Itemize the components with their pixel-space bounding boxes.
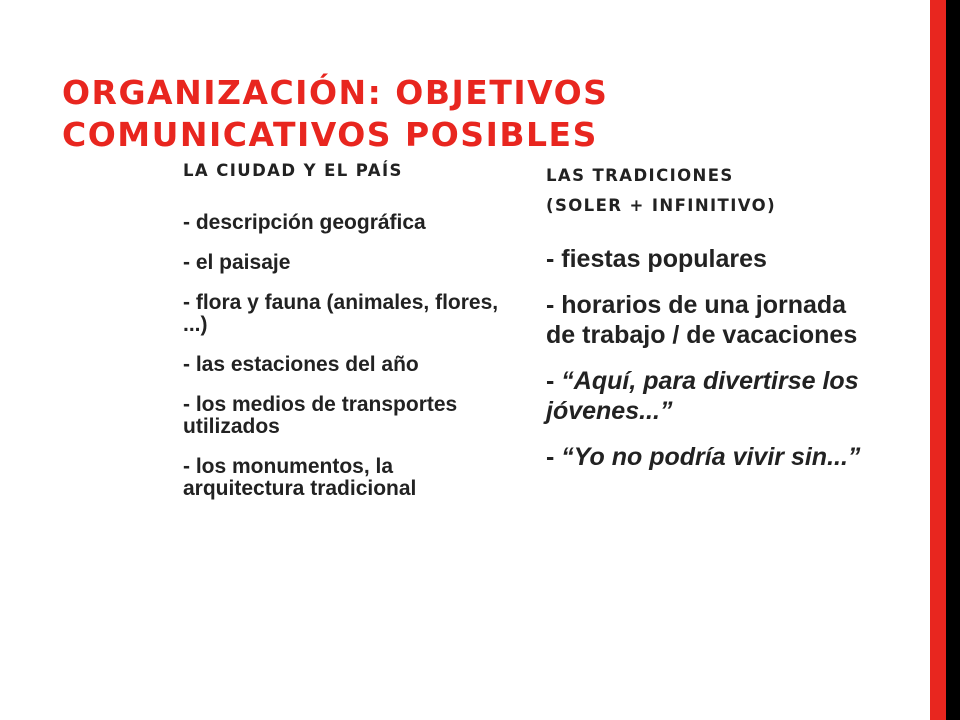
- left-column-list: [183, 212, 503, 518]
- quote-list-item: [546, 442, 876, 472]
- title-line-2: COMUNICATIVOS POSIBLES: [62, 115, 598, 154]
- list-item: - los monumentos, la arquitectura tradicional: [183, 455, 417, 500]
- left-column-header: LA CIUDAD Y EL PAÍS: [183, 161, 403, 180]
- quote-text: “Aquí, para divertirse los jóvenes...”: [546, 367, 859, 425]
- right-header-line-2: (SOLER + INFINITIVO): [546, 196, 777, 215]
- quote-list-item: [546, 366, 876, 426]
- right-column-list: [546, 244, 876, 488]
- title-line-1: ORGANIZACIÓN: OBJETIVOS: [62, 73, 609, 112]
- slide-title: [62, 72, 922, 156]
- bullet-dash: -: [546, 367, 562, 395]
- list-item: - horarios de una jornada de trabajo / de vacaciones: [546, 291, 858, 349]
- list-item: - los medios de transportes utilizados: [183, 393, 458, 438]
- right-column-header: [546, 161, 906, 221]
- list-item: - flora y fauna (animales, flores, ...): [183, 291, 499, 336]
- list-item: - las estaciones del año: [183, 353, 419, 376]
- quote-text: “Yo no podría vivir sin...”: [561, 443, 861, 471]
- list-item: - descripción geográfica: [183, 211, 426, 234]
- list-item: - fiestas populares: [546, 245, 767, 273]
- list-item: - el paisaje: [183, 251, 291, 274]
- red-side-bar: [930, 0, 946, 720]
- bullet-dash: -: [546, 443, 562, 471]
- right-header-line-1: LAS TRADICIONES: [546, 166, 734, 185]
- black-side-bar: [946, 0, 960, 720]
